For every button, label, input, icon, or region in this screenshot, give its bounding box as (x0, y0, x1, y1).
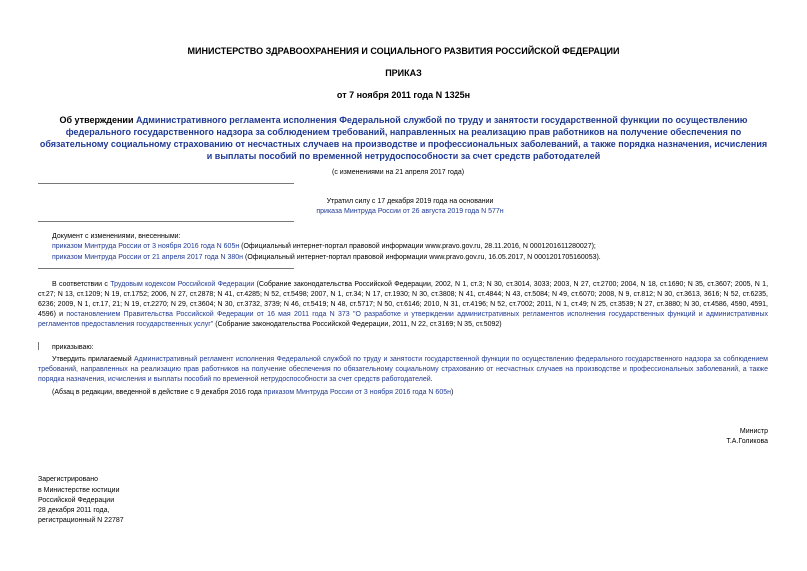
edition-note (52, 388, 768, 397)
title-prefix: Об утверждении (59, 115, 136, 125)
approve-paragraph (38, 355, 768, 385)
approve-text: . (430, 376, 433, 383)
divider-line (38, 221, 294, 222)
registration-line: Российской Федерации (38, 497, 115, 504)
registration-line: Зарегистрировано (38, 476, 98, 483)
change-source: (Официальный интернет-портал правовой информации www.pravo.gov.ru, 16.05.2017, N 0001201705160053). (243, 254, 601, 261)
signer-name: Т.А.Голикова (726, 438, 768, 445)
basis-text: (Собрание законодательства Российской Федерации, 2011, N 22, ст.3169; N 35, ст.5092) (213, 321, 502, 328)
change-item (52, 242, 772, 251)
order-marker (38, 342, 39, 350)
approve-text: Утвердить прилагаемый (52, 356, 134, 363)
change-source: (Официальный интернет-портал правовой информации www.pravo.gov.ru, 28.11.2016, N 0001201611280027); (239, 243, 596, 250)
divider-line (38, 268, 294, 269)
order-word: приказываю: (52, 344, 94, 351)
edition-text: (Абзац в редакции, введенной в действие с 9 декабря 2016 года (52, 389, 264, 396)
basis-text: В соответствии с (52, 281, 111, 288)
divider-line (38, 183, 294, 184)
amendment-note: (с изменениями на 21 апреля 2017 года) (332, 169, 465, 176)
lost-force-text: Утратил силу с 17 декабря 2019 года на основании (326, 198, 494, 205)
basis-text: (Собрание законодательства Российской Федерации, 2002, N 1, ст.3; N 30, ст.3014, 3033; 2003, N 27, ст.2700; 2004, N 18, ст.1690; N 35, ст.3607; 2005, N 1, ст.27; N 13, ст.1209; N 19, ст.1752; 2006, N 27, ст.2878; N 41, ст.4285; N 52, ст.5498; 2007, N 1, ст.34; N 17, ст.1930; N 30, ст.3808; N 41, ст.4844; N 43, ст.5084; N 49, ст.6070; 2008, N 9, ст.812; N 30, ст.3613, 3616; N 52, ст.6235, 6236; 2009, N 1, ст.17, 21; N 19, ст.2270; N 29, ст.3604; N 30, ст.3732, 3739; N 46, ст.5419; N 48, ст.5717; N 50, ст.6146; 2010, N 31, ст.4196; N 52, ст.7002; 2011, N 1, ст.49; N 25, ст.3539; N 27, ст.3880; N 30, ст.4586, 4590, 4591, 4596) и (38, 281, 769, 318)
government-decree-link[interactable]: постановлением Правительства Российской Федерации от 16 мая 2011 года N 373 "О разработке и утверждении административных регламентов исполнения государственных функций и административных регламентов предоставления государственных услуг" (38, 311, 769, 328)
signer-title: Министр (739, 428, 768, 435)
document-title (36, 114, 771, 162)
change-link[interactable]: приказом Минтруда России от 21 апреля 2017 года N 380н (52, 254, 244, 261)
labor-code-link[interactable]: Трудовым кодексом Российской Федерации (110, 281, 255, 288)
order-date: от 7 ноября 2011 года N 1325н (336, 90, 471, 100)
registration-line: в Министерстве юстиции (38, 487, 120, 494)
change-link[interactable]: приказом Минтруда России от 3 ноября 2016 года N 605н (52, 243, 240, 250)
lost-force-link[interactable]: приказа Минтруда России от 26 августа 2019 года N 577н (316, 208, 504, 215)
basis-paragraph (38, 280, 768, 330)
registration-line: регистрационный N 22787 (38, 517, 124, 524)
ministry-heading: МИНИСТЕРСТВО ЗДРАВООХРАНЕНИЯ И СОЦИАЛЬНОГО РАЗВИТИЯ РОССИЙСКОЙ ФЕДЕРАЦИИ (187, 46, 620, 56)
edition-text: ) (450, 389, 454, 396)
changes-header: Документ с изменениями, внесенными: (52, 233, 181, 240)
order-type: ПРИКАЗ (385, 68, 422, 78)
regulation-link[interactable]: Административный регламент исполнения Федеральной службой по труду и занятости государственной функции по осуществлению федерального государственного надзора за соблюдением требований, направленных на реализацию прав работников на получение обеспечения по обязательному социальному страхованию от несчастных случаев на производстве и профессиональных заболеваний, а также порядка назначения, исчисления и выплаты пособий по временной нетрудоспособности за счет средств работодателей (38, 356, 768, 383)
registration-line: 28 декабря 2011 года, (38, 507, 110, 514)
title-regulation-link[interactable]: Административного регламента исполнения Федеральной службой по труду и занятости государственной функции по осуществлению федерального государственного надзора за соблюдением требований, направленных на реализацию прав работников на получение обеспечения по обязательному социальному страхованию от несчастных случаев на производстве и профессиональных заболеваний, а также порядка назначения, исчисления и выплаты пособий по временной нетрудоспособности за счет средств работодателей (39, 115, 768, 161)
change-item (52, 253, 772, 262)
edition-link[interactable]: приказом Минтруда России от 3 ноября 2016 года N 605н (263, 389, 451, 396)
